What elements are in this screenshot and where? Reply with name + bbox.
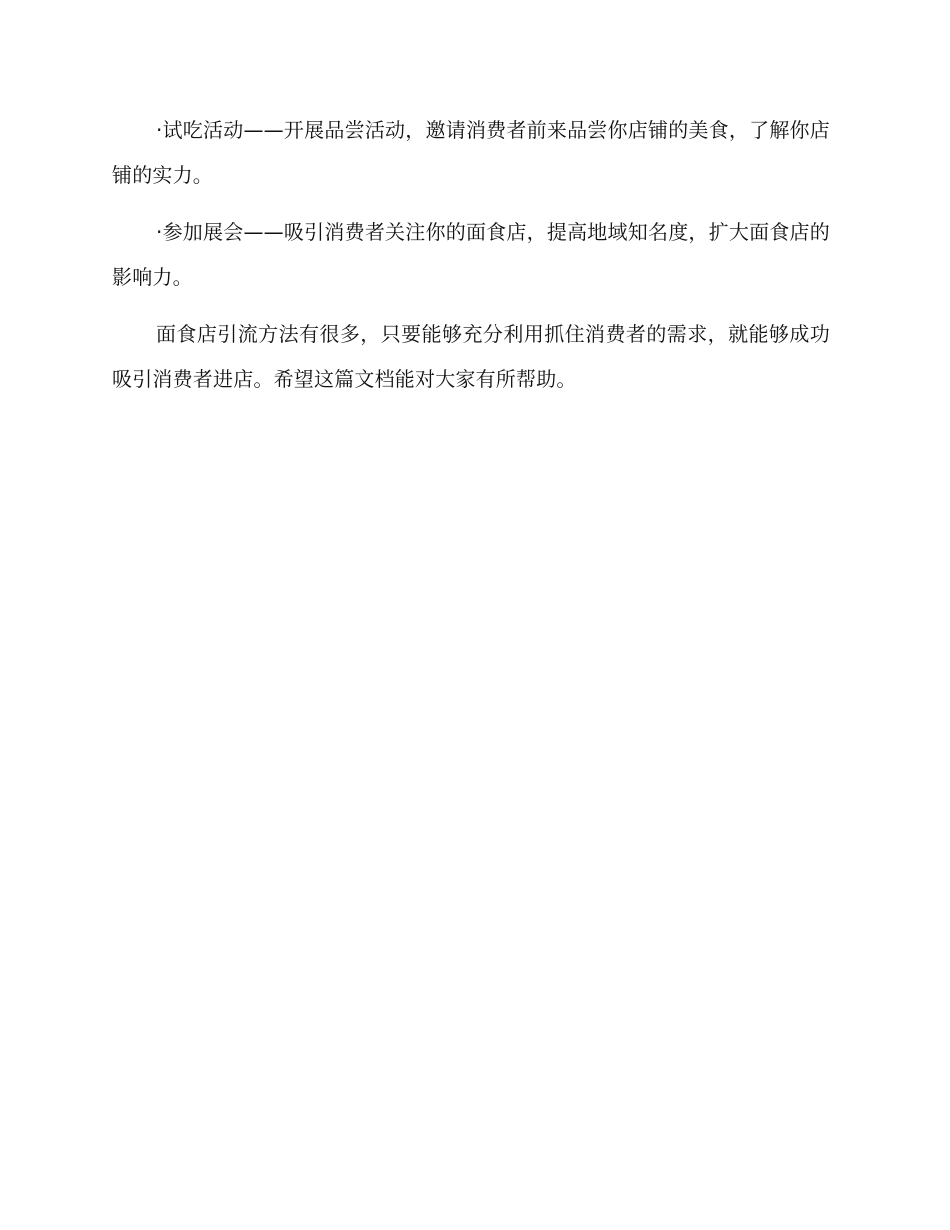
bullet-paragraph-tasting: ·试吃活动——开展品尝活动，邀请消费者前来品尝你店铺的美食，了解你店铺的实力。 (112, 118, 830, 187)
closing-paragraph: 面食店引流方法有很多，只要能够充分利用抓住消费者的需求，就能够成功吸引消费者进店。希望这篇文档能对大家有所帮助。 (112, 322, 830, 391)
document-body (112, 108, 830, 414)
bullet-paragraph-exhibition: ·参加展会——吸引消费者关注你的面食店，提高地域知名度，扩大面食店的影响力。 (112, 220, 830, 289)
